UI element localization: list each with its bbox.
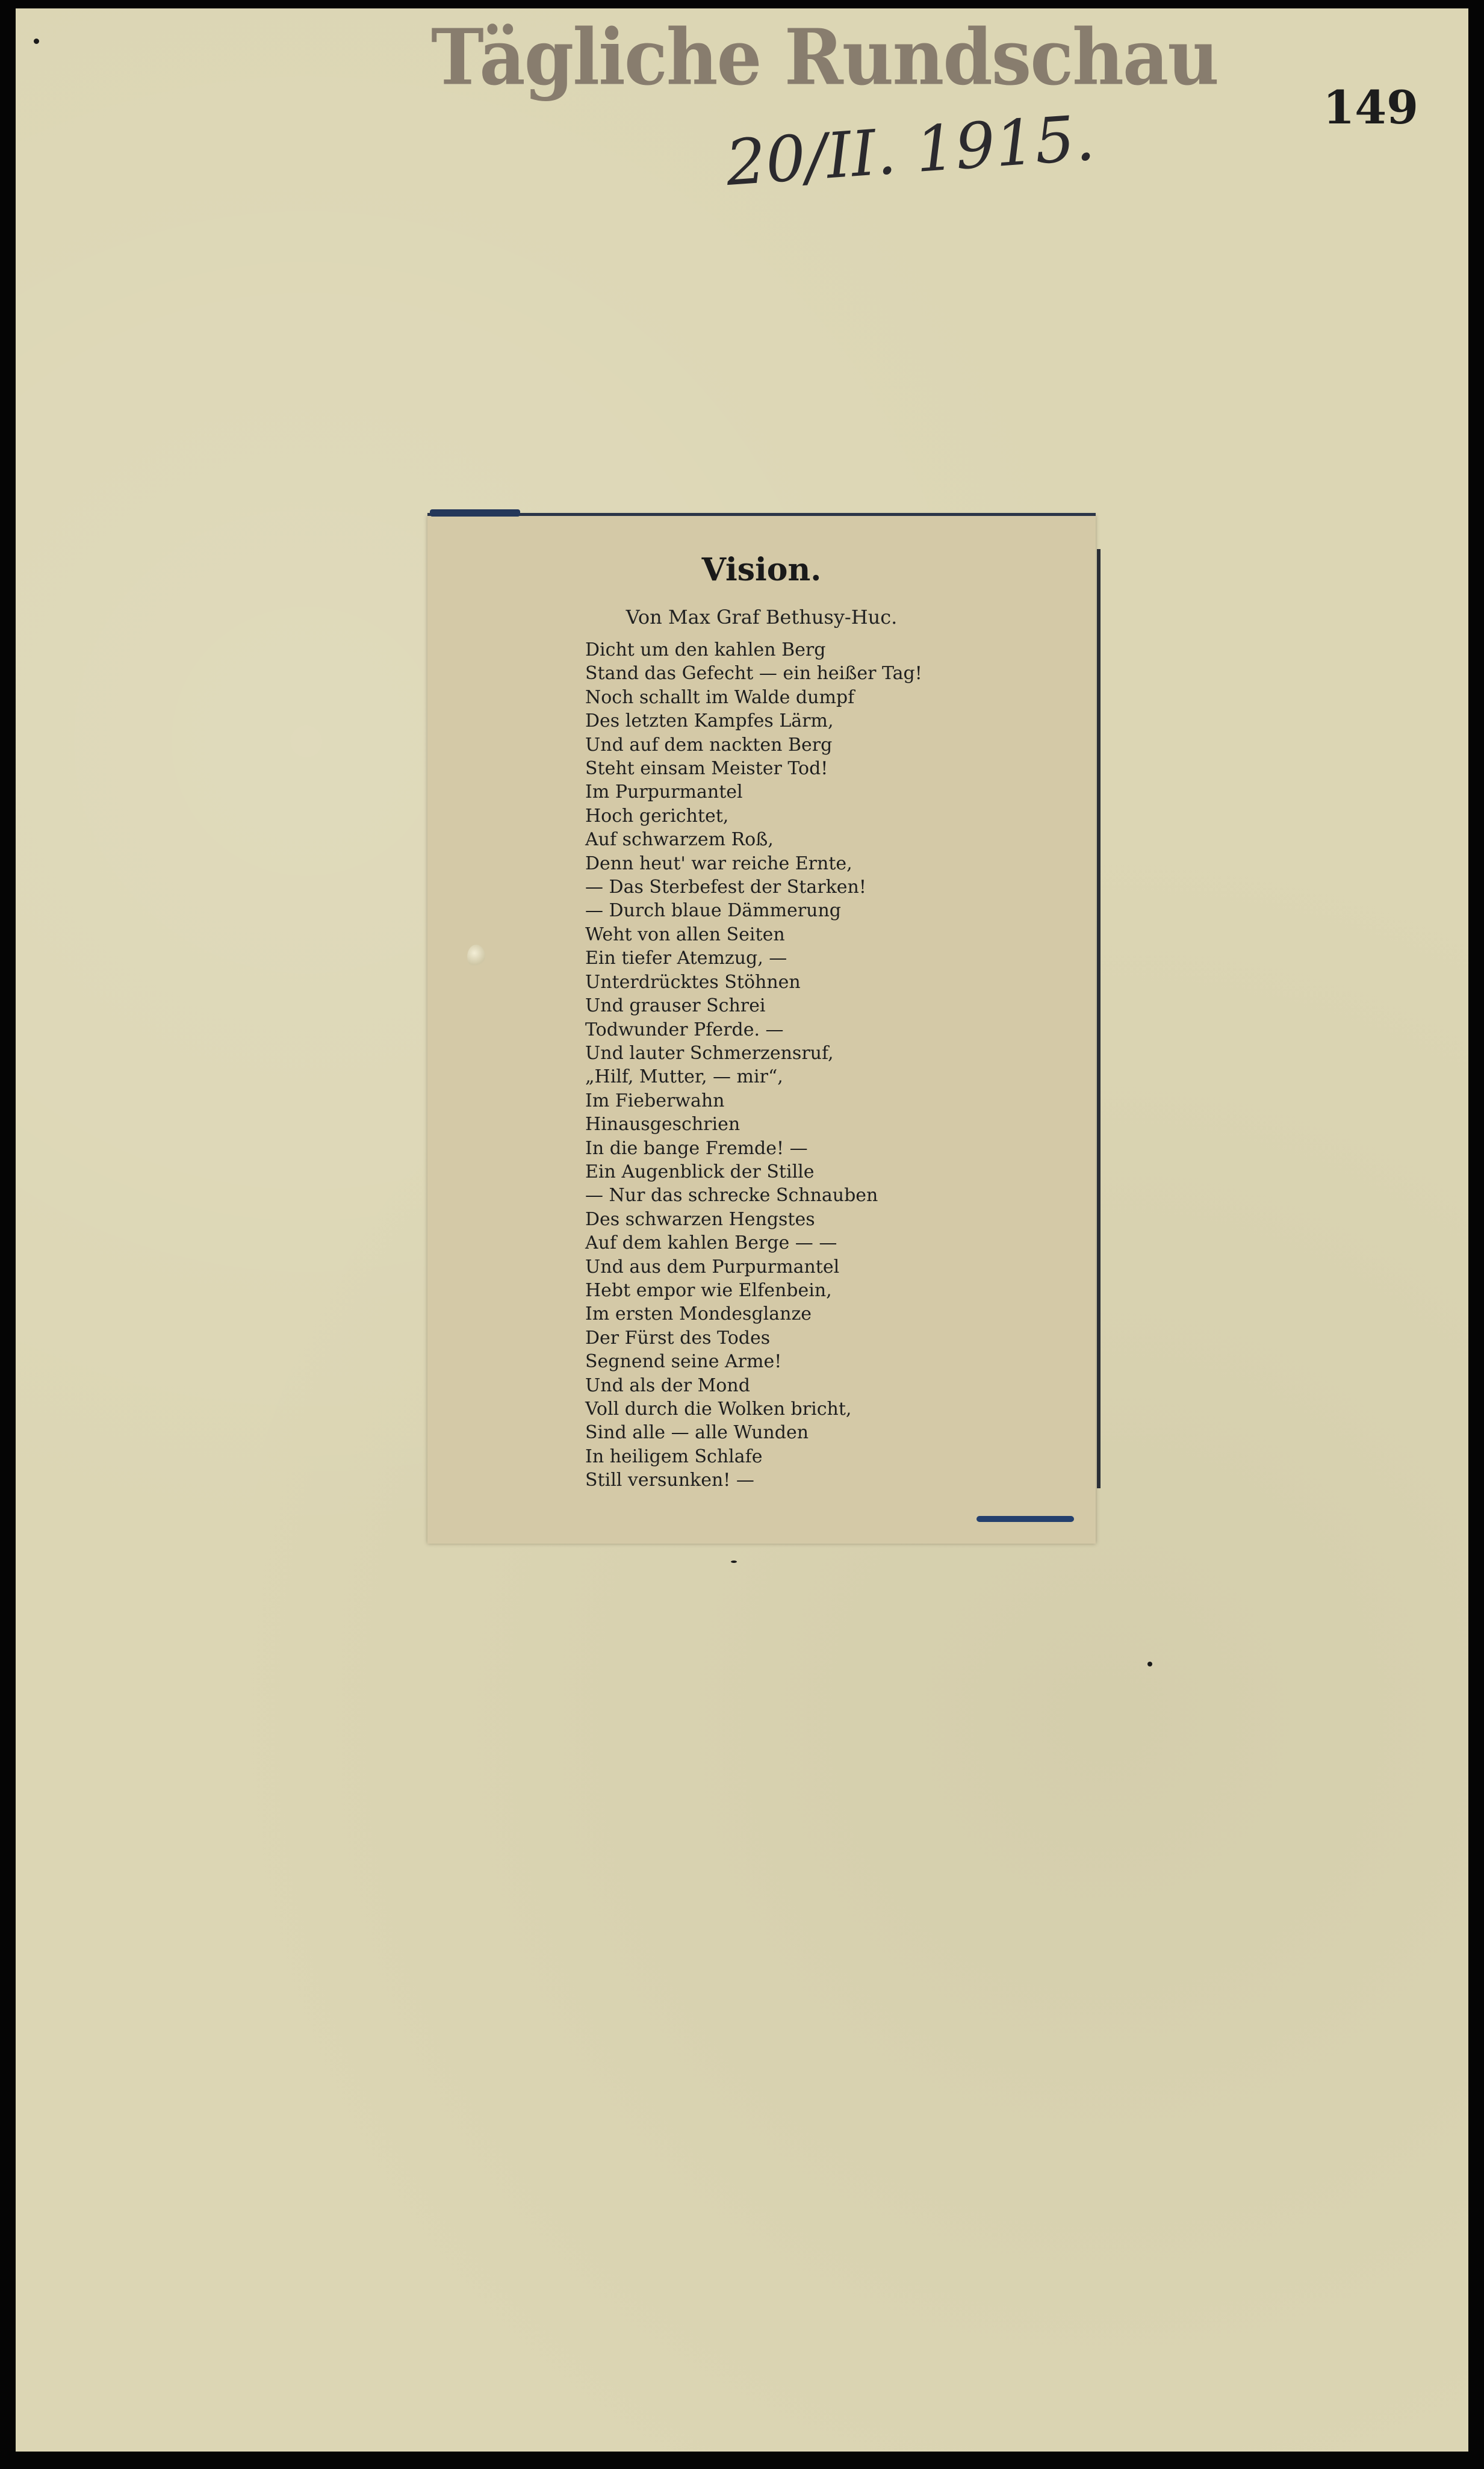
poem-line: Im Purpurmantel [585, 781, 743, 803]
page-number: 149 [1323, 81, 1418, 134]
poem-line: Steht einsam Meister Tod! [585, 758, 828, 780]
poem-line: Voll durch die Wolken bricht, [585, 1399, 852, 1420]
newspaper-stamp: Tägliche Rundschau [431, 11, 1219, 102]
poem-line: Hebt empor wie Elfenbein, [585, 1279, 832, 1301]
poem-line: Still versunken! — [585, 1470, 754, 1491]
poem-line: Unterdrücktes Stöhnen [585, 971, 801, 993]
poem-line: Ein tiefer Atemzug, — [585, 948, 787, 969]
poem-line: — Das Sterbefest der Starken! [585, 877, 866, 898]
paper-speck [34, 39, 39, 44]
poem-line: Der Fürst des Todes [585, 1327, 771, 1349]
poem-line: „Hilf, Mutter, — mir“, [585, 1066, 783, 1088]
poem-byline: Von Max Graf Bethusy-Huc. [626, 606, 898, 629]
poem-line: Denn heut' war reiche Ernte, [585, 853, 852, 874]
poem-line: Todwunder Pferde. — [585, 1019, 784, 1040]
poem-title: Vision. [701, 551, 822, 588]
handwritten-date: 20/II. 1915. [723, 101, 1097, 200]
poem-line: In die bange Fremde! — [585, 1137, 808, 1159]
poem-body [585, 638, 1079, 1499]
poem-line: Weht von allen Seiten [585, 924, 785, 945]
poem-line: Des schwarzen Hengstes [585, 1208, 815, 1230]
poem-line: Und auf dem nackten Berg [585, 734, 833, 756]
poem-line: Ein Augenblick der Stille [585, 1161, 815, 1182]
poem-line: Auf dem kahlen Berge — — [585, 1232, 837, 1254]
poem-line: Auf schwarzem Roß, [585, 829, 774, 851]
poem-line: Hoch gerichtet, [585, 805, 729, 827]
poem-line: — Durch blaue Dämmerung [585, 900, 841, 922]
paper-speck [1147, 1662, 1152, 1666]
poem-line: Im ersten Mondesglanze [585, 1303, 812, 1325]
paper-speck [731, 1561, 737, 1563]
poem-line: Dicht um den kahlen Berg [585, 639, 826, 660]
poem-line: In heiligem Schlafe [585, 1446, 763, 1467]
paper-blemish [467, 945, 485, 969]
pen-mark-bottom [976, 1516, 1074, 1522]
poem-line: Segnend seine Arme! [585, 1351, 782, 1373]
pen-mark-top [430, 509, 520, 517]
poem-line: Noch schallt im Walde dumpf [585, 686, 855, 708]
poem-line: — Nur das schrecke Schnauben [585, 1185, 878, 1207]
newspaper-clipping [427, 515, 1096, 1544]
poem-line: Und grauser Schrei [585, 995, 766, 1017]
poem-line: Und lauter Schmerzensruf, [585, 1042, 834, 1064]
poem-line: Stand das Gefecht — ein heißer Tag! [585, 663, 922, 685]
poem-line: Hinausgeschrien [585, 1114, 740, 1135]
poem-line: Und als der Mond [585, 1374, 750, 1396]
clipping-right-edge [1097, 549, 1101, 1488]
poem-line: Und aus dem Purpurmantel [585, 1256, 840, 1278]
poem-line: Sind alle — alle Wunden [585, 1422, 809, 1444]
clipping-top-edge [427, 513, 1096, 516]
poem-line: Im Fieberwahn [585, 1090, 725, 1111]
poem-line: Des letzten Kampfes Lärm, [585, 710, 834, 732]
album-page [16, 8, 1468, 2452]
